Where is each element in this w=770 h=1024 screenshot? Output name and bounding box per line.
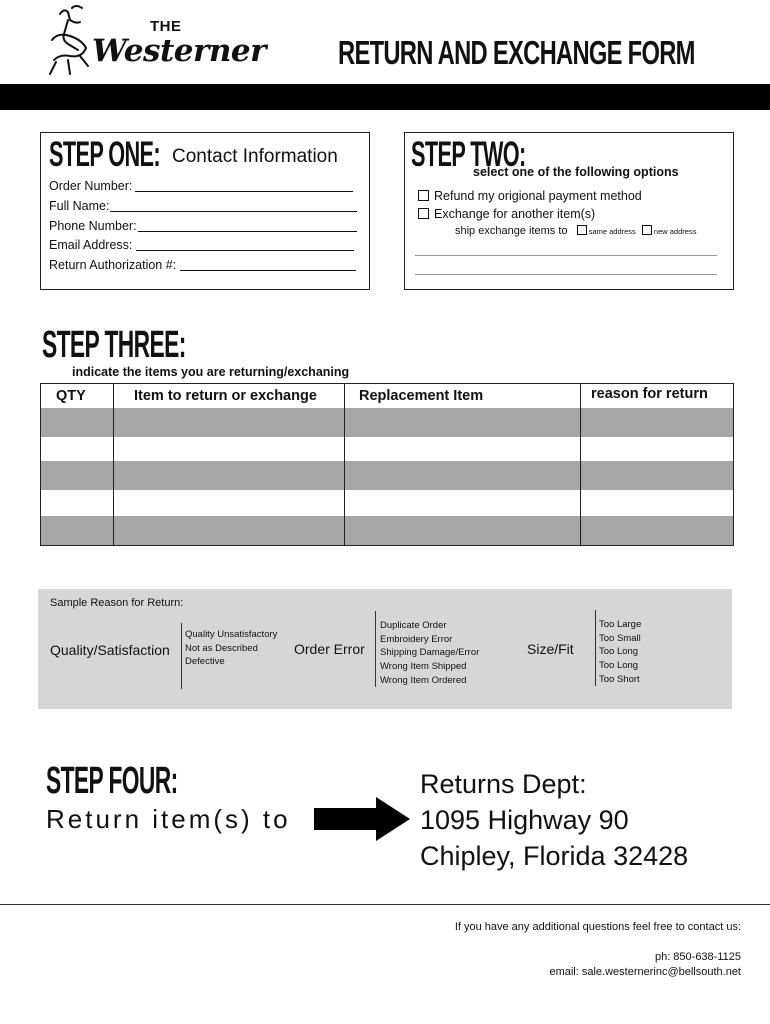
reason-item: Defective — [185, 656, 225, 668]
refund-option-label: Refund my origional payment method — [434, 189, 642, 203]
step-three-subheading: indicate the items you are returning/exchaning — [72, 365, 350, 379]
return-authorization-input-line[interactable] — [180, 270, 356, 271]
order-error-reasons-list — [380, 619, 479, 688]
category-divider — [375, 611, 376, 687]
reason-item: Shipping Damage/Error — [380, 647, 480, 659]
reason-item: Duplicate Order — [380, 620, 447, 631]
return-authorization-field[interactable] — [49, 258, 176, 272]
refund-checkbox[interactable] — [418, 190, 429, 201]
new-address-label: new address — [653, 227, 697, 236]
reason-item: Too Small — [599, 632, 641, 644]
table-row[interactable] — [41, 516, 733, 545]
footer-divider — [0, 904, 770, 905]
col-header-item: Item to return or exchange — [134, 388, 317, 404]
address-line-street: 1095 Highway 90 — [420, 805, 629, 835]
column-divider — [344, 384, 345, 545]
step-two-heading: STEP TWO: — [411, 135, 526, 174]
return-address — [420, 766, 688, 874]
step-one-heading: STEP ONE: — [49, 135, 160, 174]
col-header-qty: QTY — [56, 388, 86, 404]
form-title: RETURN AND EXCHANGE FORM — [338, 34, 695, 71]
phone-number-field[interactable] — [49, 219, 137, 233]
header-divider-bar — [0, 84, 770, 110]
email-address-field[interactable] — [49, 238, 132, 252]
order-number-input-line[interactable] — [135, 191, 353, 192]
table-row[interactable] — [41, 490, 733, 516]
reason-item: Not as Described — [185, 642, 258, 654]
col-header-reason: reason for return — [591, 386, 708, 402]
full-name-input-line[interactable] — [110, 211, 357, 212]
exchange-option[interactable] — [418, 207, 595, 221]
footer-email: email: sale.westernerinc@bellsouth.net — [549, 966, 741, 978]
step-two-panel — [404, 132, 734, 290]
sample-reasons-panel — [38, 589, 732, 709]
reason-item: Too Short — [599, 673, 640, 685]
reason-item: Wrong Item Ordered — [380, 674, 467, 686]
return-authorization-label: Return Authorization #: — [49, 258, 177, 272]
phone-number-label: Phone Number: — [49, 219, 137, 233]
footer-contact-note: If you have any additional questions feel free to contact us: — [454, 921, 741, 933]
quality-reasons-list — [185, 628, 277, 669]
column-divider — [580, 384, 581, 545]
ship-exchange-label: ship exchange items to — [455, 225, 568, 237]
email-address-input-line[interactable] — [136, 250, 354, 251]
new-address-checkbox[interactable] — [642, 225, 652, 235]
table-row[interactable] — [41, 437, 733, 461]
reason-item: Wrong Item Shipped — [380, 661, 467, 673]
reason-item: Quality Unsatisfactory — [185, 629, 278, 640]
order-number-label: Order Number: — [49, 179, 133, 193]
address-line-dept: Returns Dept: — [420, 769, 587, 799]
step-one-panel — [40, 132, 370, 290]
category-divider — [595, 610, 596, 686]
col-header-replacement: Replacement Item — [359, 388, 484, 404]
reason-item: Too Long — [599, 660, 639, 672]
order-number-field[interactable] — [49, 179, 132, 193]
step-one-subheading: Contact Information — [172, 146, 338, 167]
reason-item: Too Large — [599, 619, 642, 630]
same-address-label: same address — [588, 227, 636, 236]
sample-reasons-title: Sample Reason for Return: — [50, 597, 184, 609]
logo-wordmark: Westerner — [92, 33, 266, 69]
reason-item: Too Long — [599, 646, 639, 658]
full-name-field[interactable] — [49, 199, 109, 213]
step-four-heading: STEP FOUR: — [46, 760, 178, 802]
category-quality: Quality/Satisfaction — [50, 642, 170, 658]
email-address-label: Email Address: — [49, 238, 133, 252]
table-row[interactable] — [41, 461, 733, 490]
category-size-fit: Size/Fit — [527, 641, 574, 657]
category-order-error: Order Error — [294, 641, 365, 657]
ship-exchange-row — [455, 225, 696, 237]
new-address-line-2[interactable] — [415, 274, 717, 275]
step-three-heading: STEP THREE: — [42, 324, 186, 366]
full-name-label: Full Name: — [49, 199, 110, 213]
step-two-subheading: select one of the following options — [473, 165, 679, 179]
table-row[interactable] — [41, 408, 733, 437]
reason-item: Embroidery Error — [380, 633, 453, 645]
logo-the-text: THE — [150, 18, 182, 35]
phone-number-input-line[interactable] — [138, 231, 357, 232]
exchange-checkbox[interactable] — [418, 208, 429, 219]
footer-phone: ph: 850-638-1125 — [654, 951, 741, 963]
category-divider — [181, 623, 182, 689]
arrow-right-icon — [314, 797, 410, 841]
step-four-subheading: Return item(s) to — [46, 804, 291, 834]
refund-option[interactable] — [418, 189, 642, 203]
exchange-option-label: Exchange for another item(s) — [434, 207, 596, 221]
size-fit-reasons-list — [599, 618, 641, 687]
column-divider — [113, 384, 114, 545]
address-line-city: Chipley, Florida 32428 — [420, 841, 689, 871]
items-table — [40, 383, 734, 546]
same-address-checkbox[interactable] — [577, 225, 587, 235]
new-address-line-1[interactable] — [415, 255, 717, 256]
